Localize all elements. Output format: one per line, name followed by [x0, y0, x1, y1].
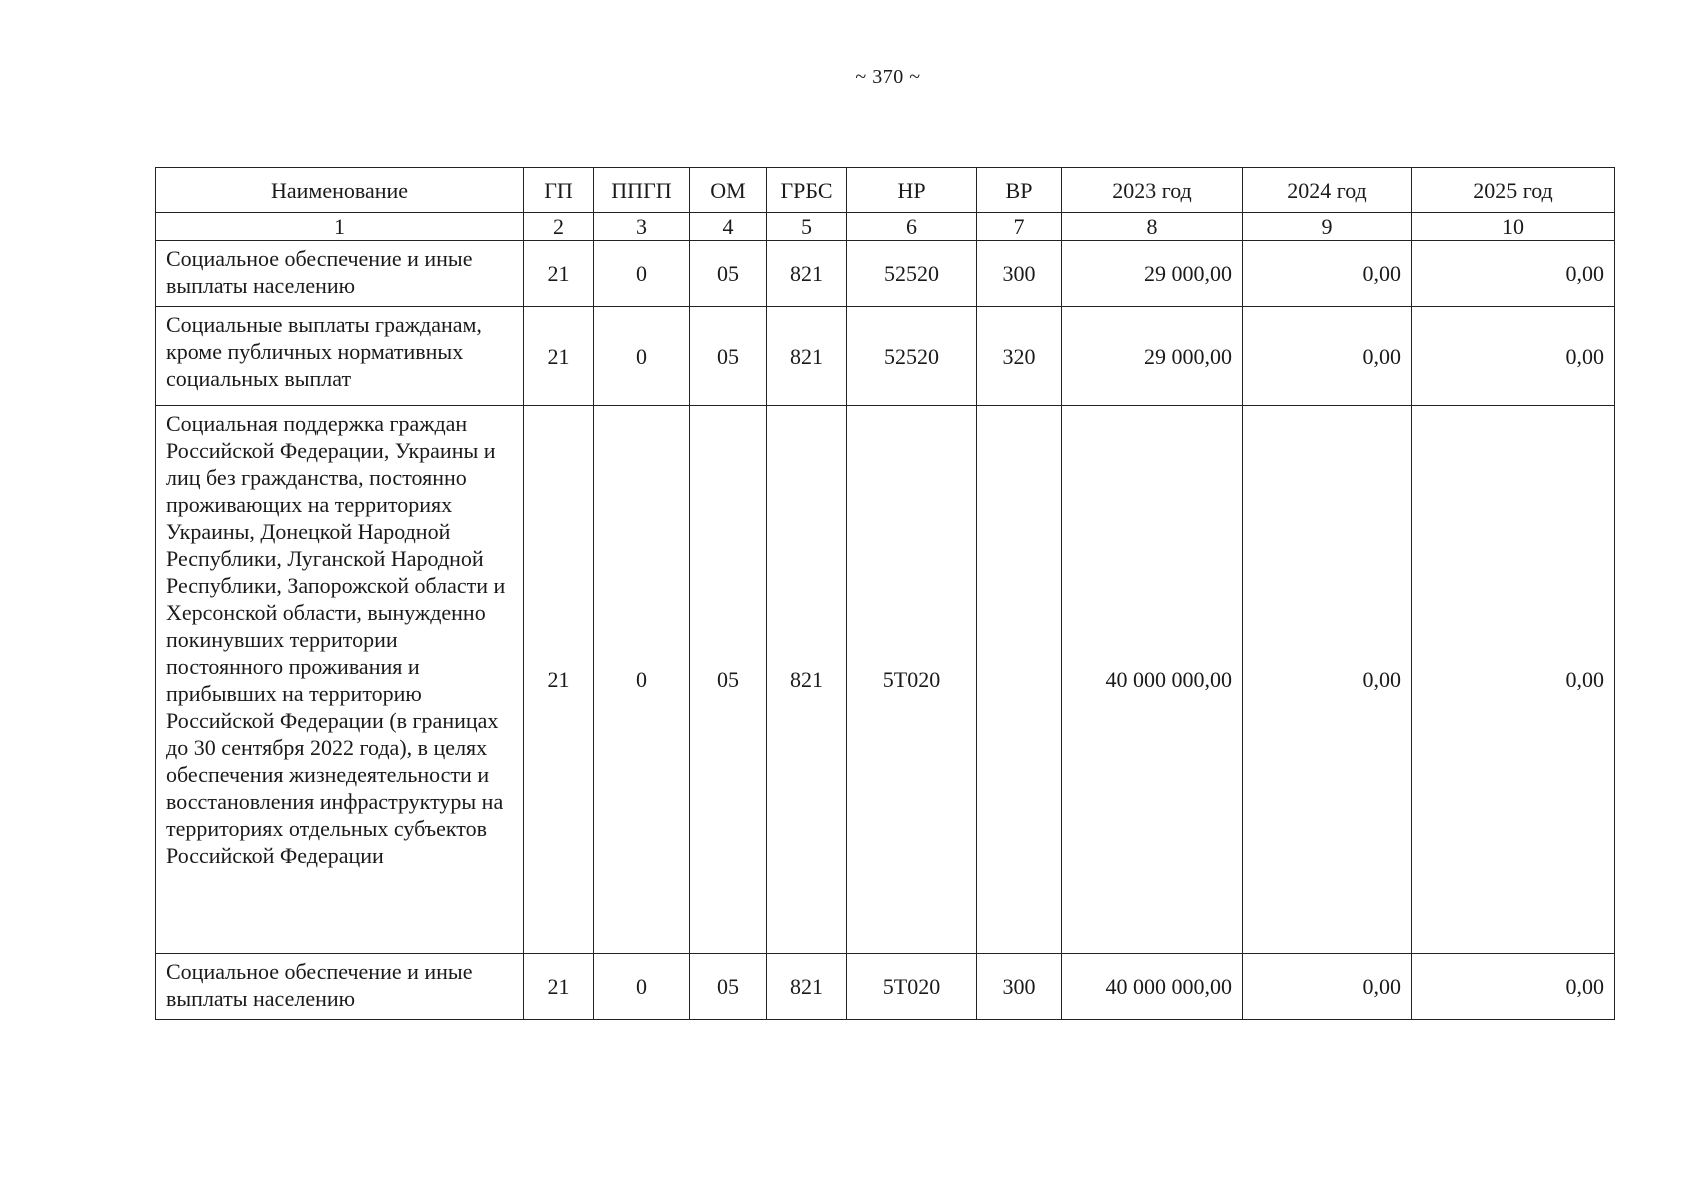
- amount-2024-cell: 0,00: [1243, 307, 1412, 406]
- vr-cell: [977, 406, 1062, 954]
- om-cell: 05: [690, 406, 767, 954]
- ppgp-cell: 0: [594, 406, 690, 954]
- column-number: 1: [156, 213, 524, 241]
- page-number: ~ 370 ~: [855, 66, 921, 88]
- gp-cell: 21: [524, 406, 594, 954]
- column-number: 4: [690, 213, 767, 241]
- ppgp-cell: 0: [594, 954, 690, 1020]
- amount-2023-cell: 40 000 000,00: [1062, 954, 1243, 1020]
- header-cell-2025: 2025 год: [1412, 168, 1615, 213]
- gp-cell: 21: [524, 307, 594, 406]
- column-number: 5: [767, 213, 847, 241]
- header-cell-ppgp: ППГП: [594, 168, 690, 213]
- grbs-cell: 821: [767, 241, 847, 307]
- amount-2025-cell: 0,00: [1412, 954, 1615, 1020]
- amount-2024-cell: 0,00: [1243, 954, 1412, 1020]
- header-cell-name: Наименование: [156, 168, 524, 213]
- header-row: [156, 168, 1615, 213]
- amount-2024-cell: 0,00: [1243, 406, 1412, 954]
- column-number: 9: [1243, 213, 1412, 241]
- header-cell-2024: 2024 год: [1243, 168, 1412, 213]
- om-cell: 05: [690, 241, 767, 307]
- nr-cell: 5Т020: [847, 406, 977, 954]
- row-name-cell: Социальное обеспечение и иные выплаты населению: [156, 954, 524, 1020]
- header-cell-grbs: ГРБС: [767, 168, 847, 213]
- budget-table: [155, 167, 1615, 1020]
- gp-cell: 21: [524, 241, 594, 307]
- amount-2025-cell: 0,00: [1412, 406, 1615, 954]
- amount-2023-cell: 40 000 000,00: [1062, 406, 1243, 954]
- header-cell-2023: 2023 год: [1062, 168, 1243, 213]
- grbs-cell: 821: [767, 954, 847, 1020]
- amount-2025-cell: 0,00: [1412, 307, 1615, 406]
- ppgp-cell: 0: [594, 241, 690, 307]
- grbs-cell: 821: [767, 406, 847, 954]
- table-row: [156, 954, 1615, 1020]
- nr-cell: 52520: [847, 307, 977, 406]
- header-cell-gp: ГП: [524, 168, 594, 213]
- nr-cell: 52520: [847, 241, 977, 307]
- vr-cell: 300: [977, 241, 1062, 307]
- amount-2025-cell: 0,00: [1412, 241, 1615, 307]
- column-number: 2: [524, 213, 594, 241]
- amount-2023-cell: 29 000,00: [1062, 241, 1243, 307]
- row-name-cell: Социальная поддержка граждан Российской Федерации, Украины и лиц без гражданства, постоянно проживающих на территориях Украины, Донецкой Народной Республики, Луганской Народной Республики, Запорожской области и Херсонской области, вынужденно покинувших территории постоянного проживания и прибывших на территорию Российской Федерации (в границах до 30 сентября 2022 года), в целях обеспечения жизнедеятельности и восстановления инфраструктуры на территориях отдельных субъектов Российской Федерации: [156, 406, 524, 954]
- amount-2023-cell: 29 000,00: [1062, 307, 1243, 406]
- table-row: [156, 241, 1615, 307]
- nr-cell: 5Т020: [847, 954, 977, 1020]
- om-cell: 05: [690, 954, 767, 1020]
- header-cell-vr: ВР: [977, 168, 1062, 213]
- table-row: [156, 307, 1615, 406]
- column-number: 6: [847, 213, 977, 241]
- column-number: 8: [1062, 213, 1243, 241]
- vr-cell: 320: [977, 307, 1062, 406]
- header-cell-nr: НР: [847, 168, 977, 213]
- table-row: [156, 406, 1615, 954]
- row-name-cell: Социальные выплаты гражданам, кроме публичных нормативных социальных выплат: [156, 307, 524, 406]
- vr-cell: 300: [977, 954, 1062, 1020]
- gp-cell: 21: [524, 954, 594, 1020]
- column-number: 10: [1412, 213, 1615, 241]
- header-cell-om: ОМ: [690, 168, 767, 213]
- column-number: 3: [594, 213, 690, 241]
- ppgp-cell: 0: [594, 307, 690, 406]
- row-name-cell: Социальное обеспечение и иные выплаты населению: [156, 241, 524, 307]
- om-cell: 05: [690, 307, 767, 406]
- grbs-cell: 821: [767, 307, 847, 406]
- amount-2024-cell: 0,00: [1243, 241, 1412, 307]
- column-number: 7: [977, 213, 1062, 241]
- column-number-row: [156, 213, 1615, 241]
